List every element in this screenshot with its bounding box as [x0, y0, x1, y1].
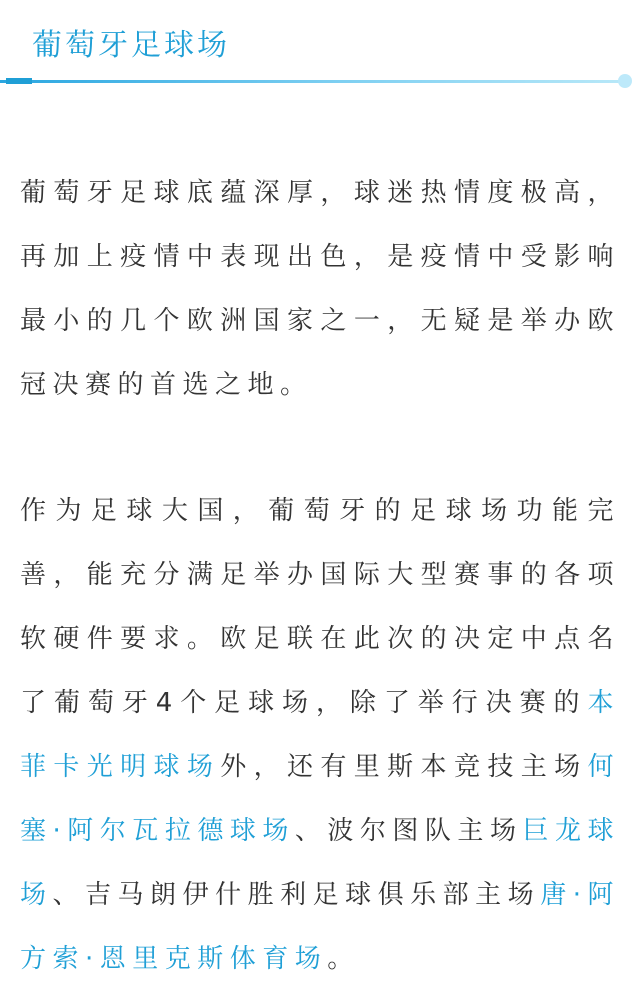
stadium-name-benfica: 本菲卡光明球场 — [20, 688, 620, 782]
paragraph-text: 、波尔图队主场 — [294, 816, 523, 846]
stadium-name-dragao: 巨龙球场 — [20, 816, 620, 910]
paragraph-text: 、吉马朗伊什胜利足球俱乐部主场 — [52, 880, 541, 910]
section-heading — [0, 0, 640, 100]
divider-end-dot — [618, 74, 632, 88]
paragraph-text: 。 — [327, 944, 360, 974]
stadium-name-alvalade: 何塞·阿尔瓦拉德球场 — [20, 752, 620, 846]
stadiums-paragraph — [20, 479, 620, 991]
intro-paragraph: 葡萄牙足球底蕴深厚，球迷热情度极高，再加上疫情中表现出色，是疫情中受影响最小的几个欧洲国家之一，无疑是举办欧冠决赛的首选之地。 — [20, 178, 620, 400]
paragraph-text: 外，还有里斯本竞技主场 — [220, 752, 588, 782]
divider-accent-bar — [6, 78, 32, 84]
heading-divider — [0, 78, 626, 84]
stadium-name-afonso-henriques: 唐·阿方索·恩里克斯体育场 — [20, 880, 620, 974]
section-title: 葡萄牙足球场 — [32, 28, 230, 63]
paragraph-text: 作为足球大国，葡萄牙的足球场功能完善，能充分满足举办国际大型赛事的各项软硬件要求。欧足联在此次的决定中点名了葡萄牙4个足球场，除了举行决赛的 — [20, 496, 620, 718]
divider-line — [0, 80, 626, 83]
